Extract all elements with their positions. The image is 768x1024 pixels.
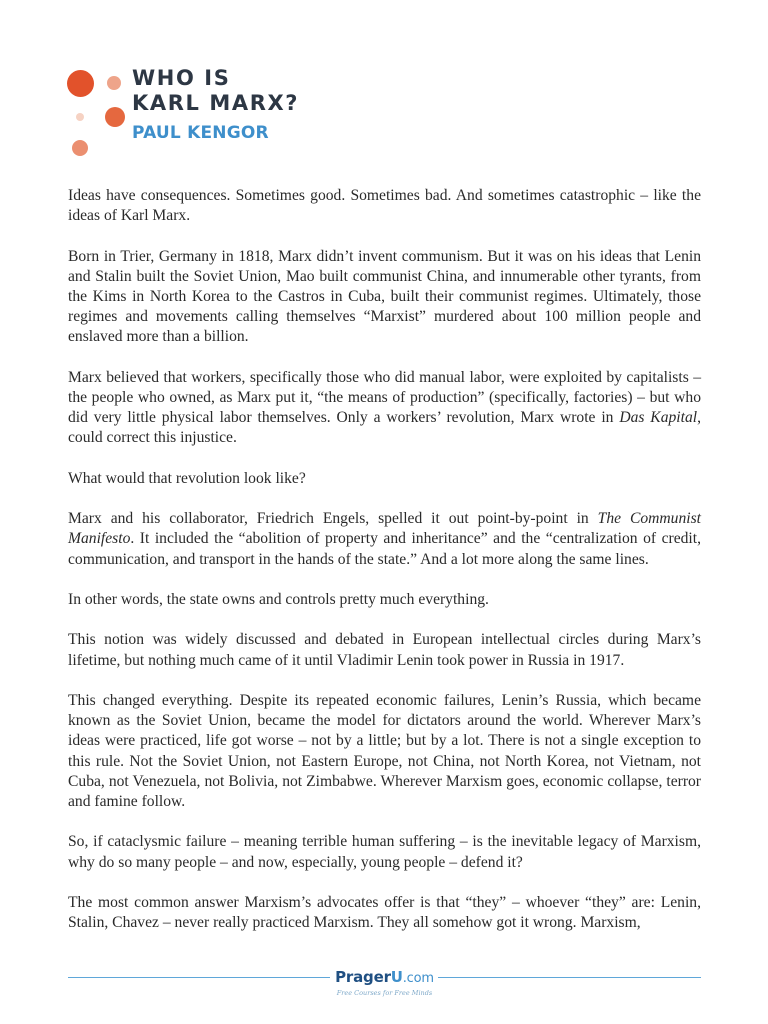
logo-dot-small-orange [72,140,88,156]
footer-rule-left [68,977,330,978]
paragraph-6: In other words, the state owns and controls pretty much everything. [68,590,489,608]
logo-dot-medium-orange [105,107,125,127]
article-body [68,186,701,954]
logo-u: U [390,968,403,986]
paragraph-5-text-b: . It included the “abolition of property and inheritance” and the “centralization of credit, communication, and transport in the hands of the state.” And a lot more along the same lines. [68,530,701,568]
logo-domain: .com [402,971,434,986]
prageru-logo [330,966,439,997]
prageru-wordmark [330,966,439,990]
title-line-1: WHO IS [132,66,231,90]
logo-tagline: Free Courses for Free Minds [336,989,433,997]
document-title [132,66,299,116]
paragraph-10: The most common answer Marxism’s advocates offer is that “they” – whoever “they” are: Lenin, Stalin, Chavez – never really practiced Marxism. They all somehow got it wrong. Marxism, [68,893,701,932]
logo-dot-small-peach [107,76,121,90]
page-footer [68,966,701,1000]
paragraph-5 [68,509,701,570]
paragraph-9: So, if cataclysmic failure – meaning terrible human suffering – is the inevitable legacy of Marxism, why do so many people – and now, especially, young people – defend it? [68,833,701,871]
logo-prager: Prager [335,968,391,986]
paragraph-5-text-a: Marx and his collaborator, Friedrich Engels, spelled it out point-by-point in [68,510,598,528]
paragraph-3-text-b: , could correct this injustice. [68,409,701,447]
paragraph-3-text-a: Marx believed that workers, specifically those who did manual labor, were exploited by capitalists – the people who owned, as Marx put it, “the means of production” (specifically, factories) – but who did very little physical labor themselves. Only a workers’ revolution, Marx wrote in [68,368,701,427]
paragraph-7: This notion was widely discussed and debated in European intellectual circles during Marx’s lifetime, but nothing much came of it until Vladimir Lenin took power in Russia in 1917. [68,631,701,669]
logo-dot-large-red [67,70,94,97]
paragraph-3 [68,368,701,449]
book-title-das-kapital: Das Kapital [619,409,698,427]
author-name: PAUL KENGOR [132,123,269,143]
paragraph-1: Ideas have consequences. Sometimes good. Sometimes bad. And sometimes catastrophic – like the ideas of Karl Marx. [68,187,701,225]
document-header [60,62,700,172]
logo-dot-tiny-pale [76,113,84,121]
paragraph-2: Born in Trier, Germany in 1818, Marx didn’t invent communism. But it was on his ideas that Lenin and Stalin built the Soviet Union, Mao built communist China, and innumerable other tyrants, from the Kims in North Korea to the Castros in Cuba, built their communist regimes. Ultimately, those regimes and movements calling themselves “Marxist” murdered about 100 million people and enslaved more than a billion. [68,247,701,346]
title-line-2: KARL MARX? [132,91,300,115]
footer-rule-right [438,977,701,978]
paragraph-8: This changed everything. Despite its repeated economic failures, Lenin’s Russia, which became known as the Soviet Union, became the model for dictators around the world. Wherever Marx’s ideas were practiced, life got worse – not by a little; but by a lot. There is not a single exception to this rule. Not the Soviet Union, not Eastern Europe, not China, not North Korea, not Vietnam, not Cuba, not Venezuela, not Bolivia, not Zimbabwe. Wherever Marxism goes, economic collapse, terror and famine follow. [68,691,701,810]
book-title-communist-manifesto: The Communist Manifesto [68,510,701,548]
paragraph-4: What would that revolution look like? [68,469,306,487]
